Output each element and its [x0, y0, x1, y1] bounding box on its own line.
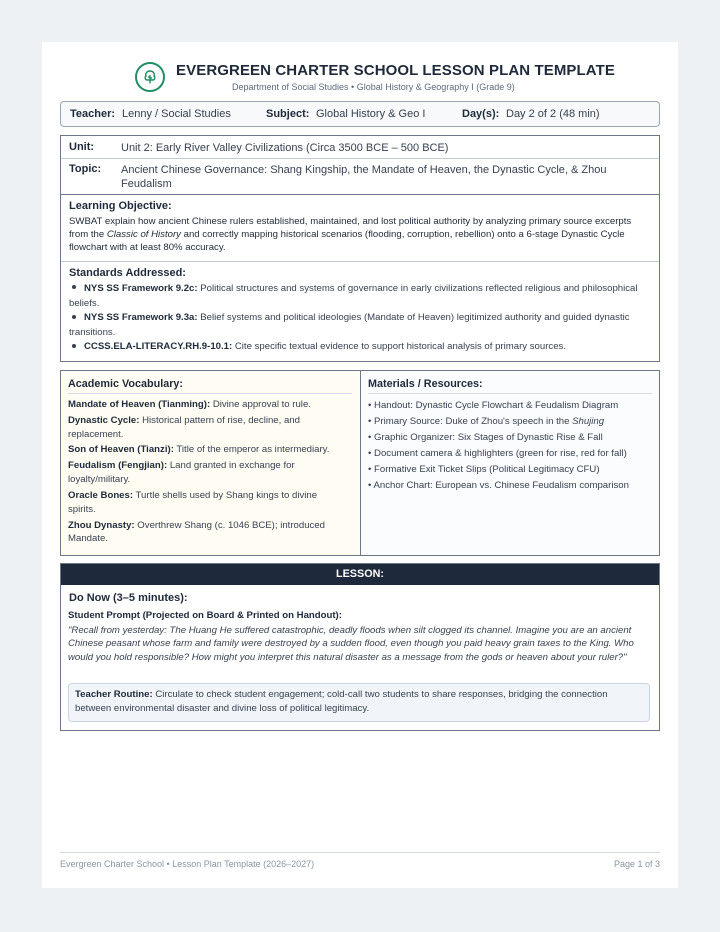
teacher-value: Lenny / Social Studies: [122, 108, 231, 120]
material-item: • Primary Source: Duke of Zhou's speech in the Shujing: [368, 415, 605, 427]
material-item: • Graphic Organizer: Six Stages of Dynastic Rise & Fall: [368, 431, 603, 443]
materials-column: [361, 371, 659, 555]
vocab-materials-box: [60, 370, 660, 556]
lesson-box: [60, 563, 660, 731]
materials-heading: Materials / Resources:: [368, 378, 652, 394]
standard-item: CCSS.ELA-LITERACY.RH.9-10.1: Cite specific textual evidence to support historical analysis of primary sources.: [69, 340, 651, 355]
page-number: Page 1 of 3: [613, 859, 660, 869]
material-item: • Handout: Dynastic Cycle Flowchart & Feudalism Diagram: [368, 400, 619, 411]
unit-objective-box: [60, 135, 660, 362]
standards-list: [69, 282, 651, 355]
vocabulary-column: [61, 371, 361, 555]
subject-value: Global History & Geo I: [316, 108, 426, 120]
document-page: [42, 42, 678, 888]
footer-left: Evergreen Charter School • Lesson Plan Template (2026–2027): [60, 859, 315, 869]
vocab-item: Dynastic Cycle: Historical pattern of rise, decline, and replacement.: [68, 414, 300, 440]
standard-item: NYS SS Framework 9.2c: Political structures and systems of governance in early civilizations reflected religious and philosophical beliefs.: [69, 283, 638, 309]
days-value: Day 2 of 2 (48 min): [506, 108, 600, 120]
material-item: • Document camera & highlighters (green for rise, red for fall): [368, 447, 627, 459]
standard-item: NYS SS Framework 9.3a: Belief systems and political ideologies (Mandate of Heaven) legitimized authority and guided dynastic transitions.: [69, 312, 630, 338]
subject-label: Subject:: [266, 108, 310, 120]
student-prompt-label: Student Prompt (Projected on Board & Printed on Handout):: [68, 610, 342, 621]
unit-label: Unit:: [69, 141, 95, 153]
days-label: Day(s):: [462, 108, 500, 120]
objective-heading: Learning Objective:: [69, 200, 172, 212]
material-item: • Formative Exit Ticket Slips (Political Legitimacy CFU): [368, 463, 600, 475]
tree-logo-icon: [135, 62, 165, 92]
vocab-item: Feudalism (Fengjian): Land granted in exchange for loyalty/military.: [68, 460, 295, 486]
teacher-label: Teacher:: [70, 108, 116, 120]
department-subtitle: Department of Social Studies • Global History & Geography I (Grade 9): [232, 82, 515, 92]
teacher-routine-callout: Teacher Routine: Circulate to check student engagement; cold-call two students to share responses, bridging the connection between environmental disaster and divine loss of political legitimacy.: [68, 683, 650, 722]
vocab-item: Oracle Bones: Turtle shells used by Shang kings to divine spirits.: [68, 489, 318, 515]
materials-list: [368, 398, 656, 493]
material-item: • Anchor Chart: European vs. Chinese Feudalism comparison: [368, 479, 629, 491]
do-now-heading: Do Now (3–5 minutes):: [69, 592, 188, 604]
objective-text: SWBAT explain how ancient Chinese rulers established, maintained, and lost political authority by analyzing primary source excerpts from the Classic of History and correctly mapping historical scenarios (flooding, corruption, rebellion) onto a 6-stage Dynastic Cycle flowchart with at least 80% accuracy.: [69, 216, 632, 254]
lesson-banner: LESSON:: [61, 564, 659, 585]
topic-label: Topic:: [69, 163, 102, 175]
teacher-info-bar: [60, 101, 660, 127]
topic-value: Ancient Chinese Governance: Shang Kingship, the Mandate of Heaven, the Dynastic Cycle, & Zhou Feudalism: [121, 164, 607, 190]
unit-value: Unit 2: Early River Valley Civilizations (Circa 3500 BCE – 500 BCE): [121, 142, 449, 154]
vocab-item: Son of Heaven (Tianzi): Title of the emperor as intermediary.: [68, 444, 330, 456]
vocab-item: Zhou Dynasty: Overthrew Shang (c. 1046 BCE); introduced Mandate.: [68, 519, 326, 545]
school-title: EVERGREEN CHARTER SCHOOL LESSON PLAN TEMPLATE: [176, 62, 615, 79]
standards-heading: Standards Addressed:: [69, 267, 186, 279]
vocabulary-list: [68, 398, 342, 548]
vocab-item: Mandate of Heaven (Tianming): Divine approval to rule.: [68, 399, 311, 410]
document-header: [60, 42, 660, 100]
vocabulary-heading: Academic Vocabulary:: [68, 378, 352, 394]
student-prompt-text: "Recall from yesterday: The Huang He suffered catastrophic, deadly floods when silt clogged its channel. Imagine you are an ancient Chinese peasant whose farm and family were destroyed by a sudden flood, even though you paid heavy grain taxes to the King. Who would you hold responsible? How might you interpret this natural disaster as a message from the gods or heaven about your ruler?": [68, 625, 634, 663]
